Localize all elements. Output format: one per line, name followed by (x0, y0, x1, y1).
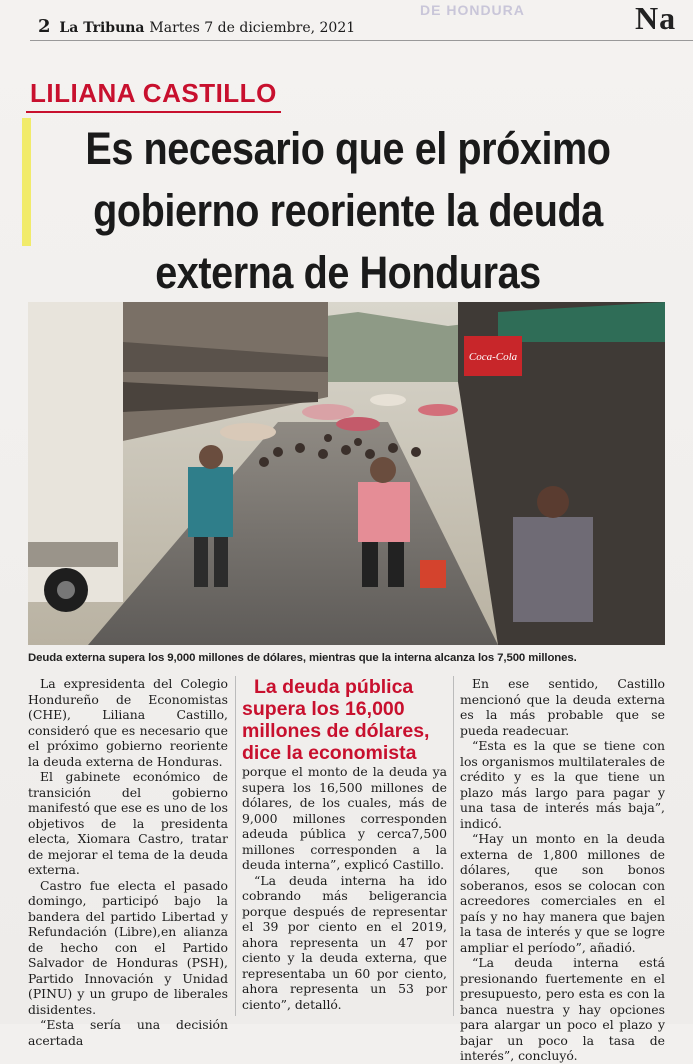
article-paragraph: “La deuda interna está presionando fuertemente en el presupuesto, pero esta es con la banca nuestra y hay opciones para alargar un poco el plazo y bajar un poco la tasa de interés”, concluyó. (460, 955, 665, 1063)
section-tag: Na (635, 0, 677, 34)
headline: Es necesario que el próximo gobierno reoriente la deuda externa de Honduras (85, 123, 611, 298)
author-byline: LILIANA CASTILLO (26, 78, 281, 113)
column-divider (235, 676, 236, 1016)
article-paragraph: “Hay un monto en la deuda externa de 1,800 millones de dólares, que son bonos soberanos, esos se colocan con acreedores comerciales en el país y no hay manera que bajen la tasa de interés y que se logre ampliar el período”, añadió. (460, 831, 665, 955)
article-paragraph: La expresidenta del Colegio Hondureño de Economistas (CHE), Liliana Castillo, consideró que es necesario que el próximo gobierno reoriente la deuda externa de Honduras. (28, 676, 228, 769)
article-column-2 (242, 676, 447, 1012)
publication-name: La Tribuna (59, 20, 145, 36)
photo-caption: Deuda externa supera los 9,000 millones de dólares, mientras que la interna alcanza los 7,500 millones. (28, 652, 577, 664)
photo-illustration (28, 302, 665, 645)
article-paragraph: porque el monto de la deuda ya supera los 16,500 millones de dólares, de los cuales, más de 9,000 millones corresponden adeuda pública y cerca7,500 millones corresponden a la deuda interna”, explicó Castillo. (242, 764, 447, 872)
article-paragraph: El gabinete económico de transición del gobierno manifestó que ese es uno de los objetivos de la presidenta electa, Xiomara Castro, tratar de mejorar el tema de la deuda externa. (28, 769, 228, 877)
coca-cola-sign: Coca-Cola (468, 351, 518, 363)
article-column-3 (460, 676, 665, 1064)
article-column-1 (28, 676, 228, 1048)
street-market-photo (28, 302, 665, 645)
pull-quote: La deuda pública supera los 16,000 millones de dólares, dice la economista (242, 676, 430, 764)
highlight-marker (22, 118, 31, 246)
show-through-text: DE HONDURA (420, 2, 525, 18)
issue-date: Martes 7 de diciembre, 2021 (149, 20, 356, 36)
article-paragraph: “La deuda interna ha ido cobrando más beligerancia porque después de representar el 39 por ciento en el 2019, ahora representa un 47 por ciento y la deuda externa, que representaba un 60 por ciento, ahora representa un 53 por ciento”, detalló. (242, 872, 447, 1012)
column-divider (453, 676, 454, 1016)
article-paragraph: En ese sentido, Castillo mencionó que la deuda externa es la más probable que se pueda readecuar. (460, 676, 665, 738)
page-number: 2 (38, 16, 51, 37)
page-header (38, 16, 355, 37)
article-paragraph: “Esta es la que se tiene con los organismos multilaterales de crédito y es la que tiene un plazo más largo para pagar y una tasa de interés más baja”, indicó. (460, 738, 665, 831)
header-divider (30, 40, 693, 41)
article-paragraph: Castro fue electa el pasado domingo, participó bajo la bandera del partido Libertad y Refundación (Libre),en alianza de hecho con el Partido Salvador de Honduras (PSH), Partido Innovación y Unidad (PINU) y un grupo de liberales disidentes. (28, 877, 228, 1017)
article-paragraph: “Esta sería una decisión acertada (28, 1017, 228, 1048)
